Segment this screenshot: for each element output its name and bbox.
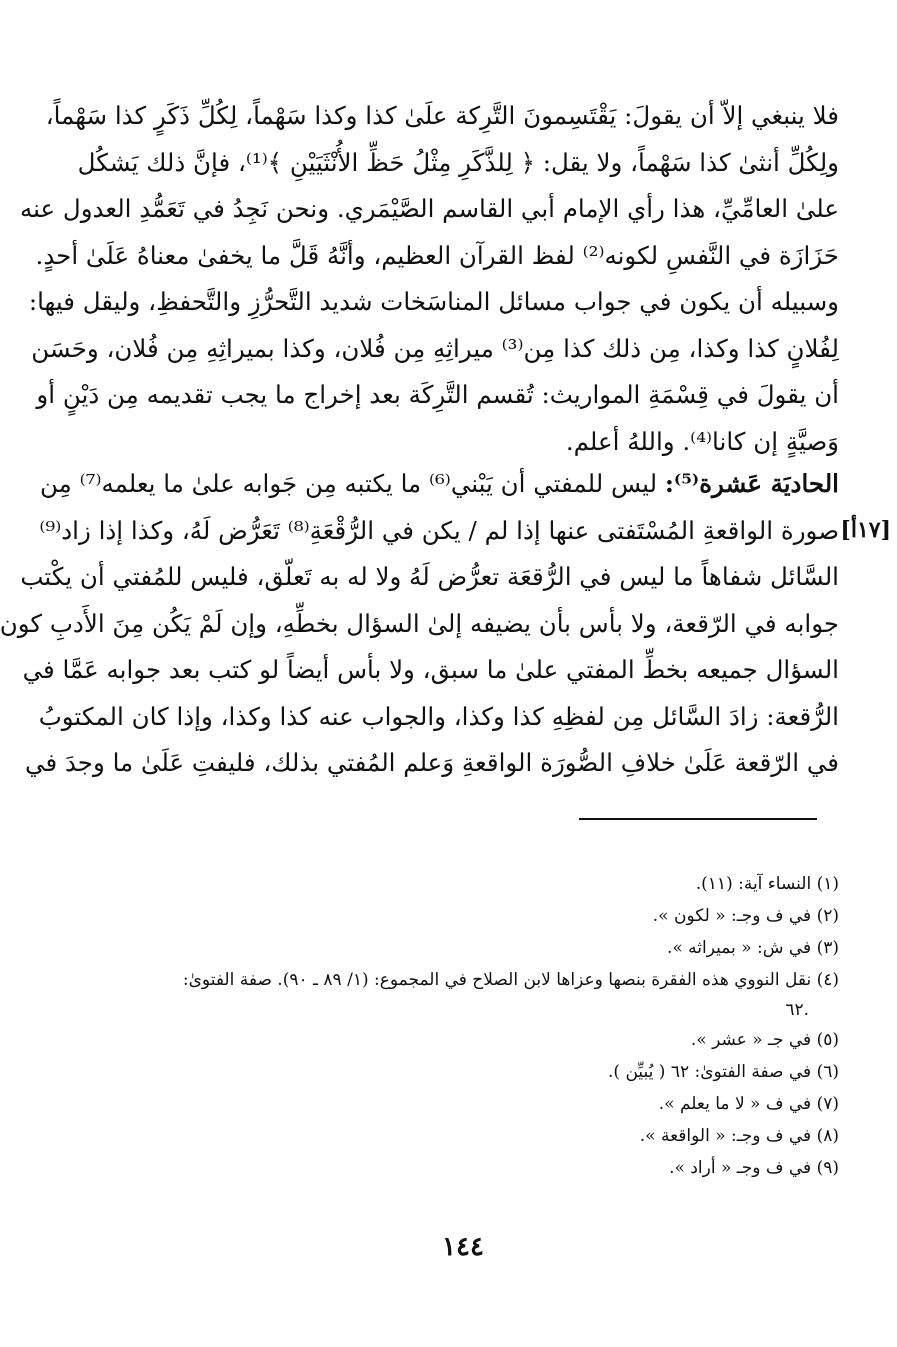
footnote-continuation: .٦٢ [785, 1000, 809, 1020]
footnote: (٦) في صفة الفتوىٰ: ٦٢ ( يُبيِّن ). [608, 1062, 839, 1082]
text-line: وَصيَّةٍ إن كانا⁽⁴⁾. واللهُ أعلم. [565, 426, 839, 456]
text-line: حَزَازَة في النَّفسِ لكونه⁽²⁾ لفظ القرآن العظيم، وأنَّهُ قَلَّ ما يخفىٰ معناهُ عَلَىٰ أحدٍ. [35, 240, 839, 270]
text-line: ولِكُلِّ أنثىٰ كذا سَهْماً، ولا يقل: ﴿ لِلذَّكَرِ مِثْلُ حَظِّ الأُنْثَيَيْنِ ﴾⁽¹⁾، فإنَّ ذلك يَشكُل [77, 147, 839, 177]
footnote: (٢) في ف وجـ: « لكون ». [652, 906, 839, 926]
footnotes [109, 868, 839, 1184]
text-line: لِفُلانٍ كذا وكذا، مِن ذلك كذا مِن⁽³⁾ ميراثِهِ مِن فُلان، وكذا بميراثِهِ مِن فُلان، وحَسَن [31, 333, 839, 363]
paragraph-inheritance [19, 93, 839, 465]
text-line: جوابه في الرّقعة، ولا بأس بأن يضيفه إلىٰ السؤال بخطِّهِ، وإن لَمْ يَكُن مِنَ الأَدبِ كون [0, 608, 839, 638]
footnote: (٣) في ش: « بميراثه ». [666, 938, 839, 958]
manuscript-folio-marker: [١٧أ] [840, 517, 891, 543]
text-line: علىٰ العامِّيِّ، هذا رأي الإمام أبي القاسم الصَّيْمَري. ونحن نَجِدُ في تَعَمُّدِ العدول عنه [19, 194, 839, 223]
text-line [40, 461, 839, 508]
text-line: الرُّقعة: زادَ السَّائل مِن لفظِهِ كذا وكذا، والجواب عنه كذا وكذا، وإذا كان المكتوبُ [38, 701, 839, 731]
text-span: ليس للمفتي أن يَبْني⁽⁶⁾ ما يكتبه مِن جَوابه علىٰ ما يعلمه⁽⁷⁾ مِن [40, 469, 665, 498]
text-line: أن يقولَ في قِسْمَةِ المواريث: تُقسم التَّرِكَة بعد إخراج ما يجب تقديمه مِن دَيْنٍ أو [36, 380, 839, 409]
text-line: السَّائل شفاهاً ما ليس في الرُّقعَة تعرُّض لَهُ ولا له به تَعلّق، فليس للمُفتي أن يكْتب [20, 562, 839, 591]
page-number: ١٤٤ [442, 1232, 484, 1262]
section-heading: الحاديَة عَشرة⁽⁵⁾: [664, 469, 839, 498]
footnote: (٥) في جـ « عشر ». [690, 1030, 839, 1050]
text-line: السؤال جميعه بخطِّ المفتي علىٰ ما سبق، ولا بأس أيضاً لو كتب بعد جوابه عَمَّا في [22, 655, 839, 684]
text-line: فلا ينبغي إلاّ أن يقولَ: يَقْتَسِمونَ التَّرِكة علَىٰ كذا وكذا سَهْماً، لِكُلِّ ذَكَرٍ كذا سَهْماً، [45, 101, 839, 130]
footnote: (٧) في ف « لا ما يعلم ». [658, 1094, 839, 1114]
text-line: وسبيله أن يكون في جواب مسائل المناسَخات شديد التَّحرُّزِ والتَّحفظِ، وليقل فيها: [28, 287, 839, 316]
footnote: (١) النساء آية: (١١). [695, 874, 839, 894]
text-line: في الرّقعة عَلَىٰ خلافِ الصُّورَة الواقعةِ وَعلم المُفتي بذلك، فليفتِ عَلَىٰ ما وجدَ في [25, 748, 839, 777]
text-line: صورة الواقعةِ المُسْتَفتى عنها إذا لم / يكن في الرُّقْعَةِ⁽⁸⁾ تَعَرُّض لَهُ، وكذا إذا زاد⁽⁹⁾ [39, 515, 839, 545]
footnote: (٤) نقل النووي هذه الفقرة بنصها وعزاها لابن الصلاح في المجموع: (١/ ٨٩ ـ ٩٠). صفة الفتوىٰ: [182, 970, 839, 990]
footnote: (٩) في ف وجـ « أراد ». [669, 1158, 839, 1178]
paragraph-eleventh-rule [0, 461, 839, 787]
footnote: (٨) في ف وجـ: « الواقعة ». [639, 1126, 839, 1146]
footnote-divider [579, 818, 817, 820]
